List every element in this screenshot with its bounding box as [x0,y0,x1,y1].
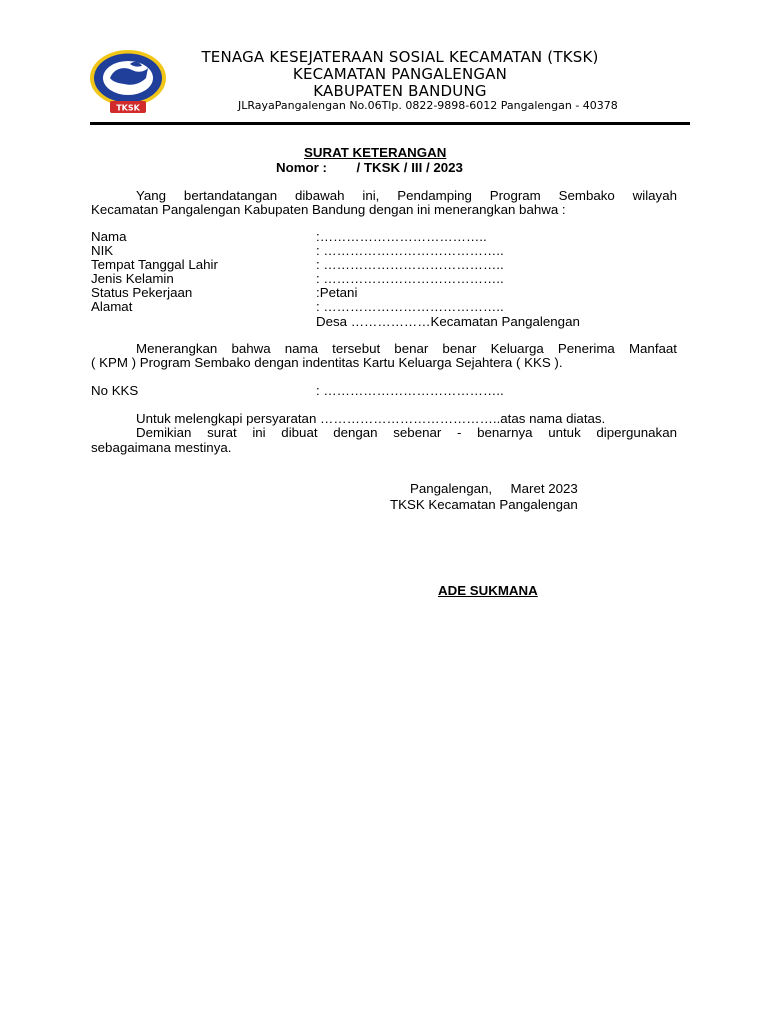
para3-line: Untuk melengkapi persyaratan …………………………………..atas nama diatas. [136,411,606,426]
field-value-nama: :……………………………….. [316,229,487,244]
field-value-alamat: : ………………………………….. [316,299,504,314]
para4-line-2: sebagaimana mestinya. [91,440,232,455]
para2-line-1: Menerangkan bahwa nama tersebut benar benar Keluarga Penerima Manfaat [136,341,677,356]
kks-value: : ………………………………….. [316,383,504,398]
header-line-3: KABUPATEN BANDUNG [313,82,487,100]
field-value-status: :Petani [316,285,358,300]
field-value-desa: Desa ………………Kecamatan Pangalengan [316,314,580,329]
intro-line-2: Kecamatan Pangalengan Kabupaten Bandung dengan ini menerangkan bahwa : [91,202,566,217]
field-label-nama: Nama [91,229,127,244]
field-label-jenis-kelamin: Jenis Kelamin [91,271,174,286]
para4-line-1: Demikian surat ini dibuat dengan sebenar - benarnya untuk dipergunakan [136,425,677,440]
header-address: JLRayaPangalengan No.06Tlp. 0822-9898-6012 Pangalengan - 40378 [238,99,618,112]
field-label-alamat: Alamat [91,299,133,314]
field-value-ttl: : ………………………………….. [316,257,504,272]
field-label-status: Status Pekerjaan [91,285,193,300]
header-line-2: KECAMATAN PANGALENGAN [292,65,508,83]
place-date: Pangalengan, Maret 2023 [410,481,578,496]
kks-label: No KKS [91,383,139,398]
header-line-1: TENAGA KESEJATERAAN SOSIAL KECAMATAN (TKSK) [201,48,599,66]
tksk-logo [88,48,168,116]
document-title: SURAT KETERANGAN [304,145,447,160]
field-value-nik: : ………………………………….. [316,243,504,258]
header-divider [90,122,690,125]
document-number: Nomor : / TKSK / III / 2023 [276,160,463,175]
field-value-jenis-kelamin: : ………………………………….. [316,271,504,286]
intro-line-1: Yang bertandatangan dibawah ini, Pendamping Program Sembako wilayah [136,188,677,203]
tksk-logo-icon [88,48,168,116]
field-label-ttl: Tempat Tanggal Lahir [91,257,218,272]
svg-text:TKSK: TKSK [116,103,140,113]
signer-name: ADE SUKMANA [438,583,538,598]
para2-line-2: ( KPM ) Program Sembako dengan indentitas Kartu Keluarga Sejahtera ( KKS ). [91,355,563,370]
field-label-nik: NIK [91,243,114,258]
office-name: TKSK Kecamatan Pangalengan [390,497,578,512]
